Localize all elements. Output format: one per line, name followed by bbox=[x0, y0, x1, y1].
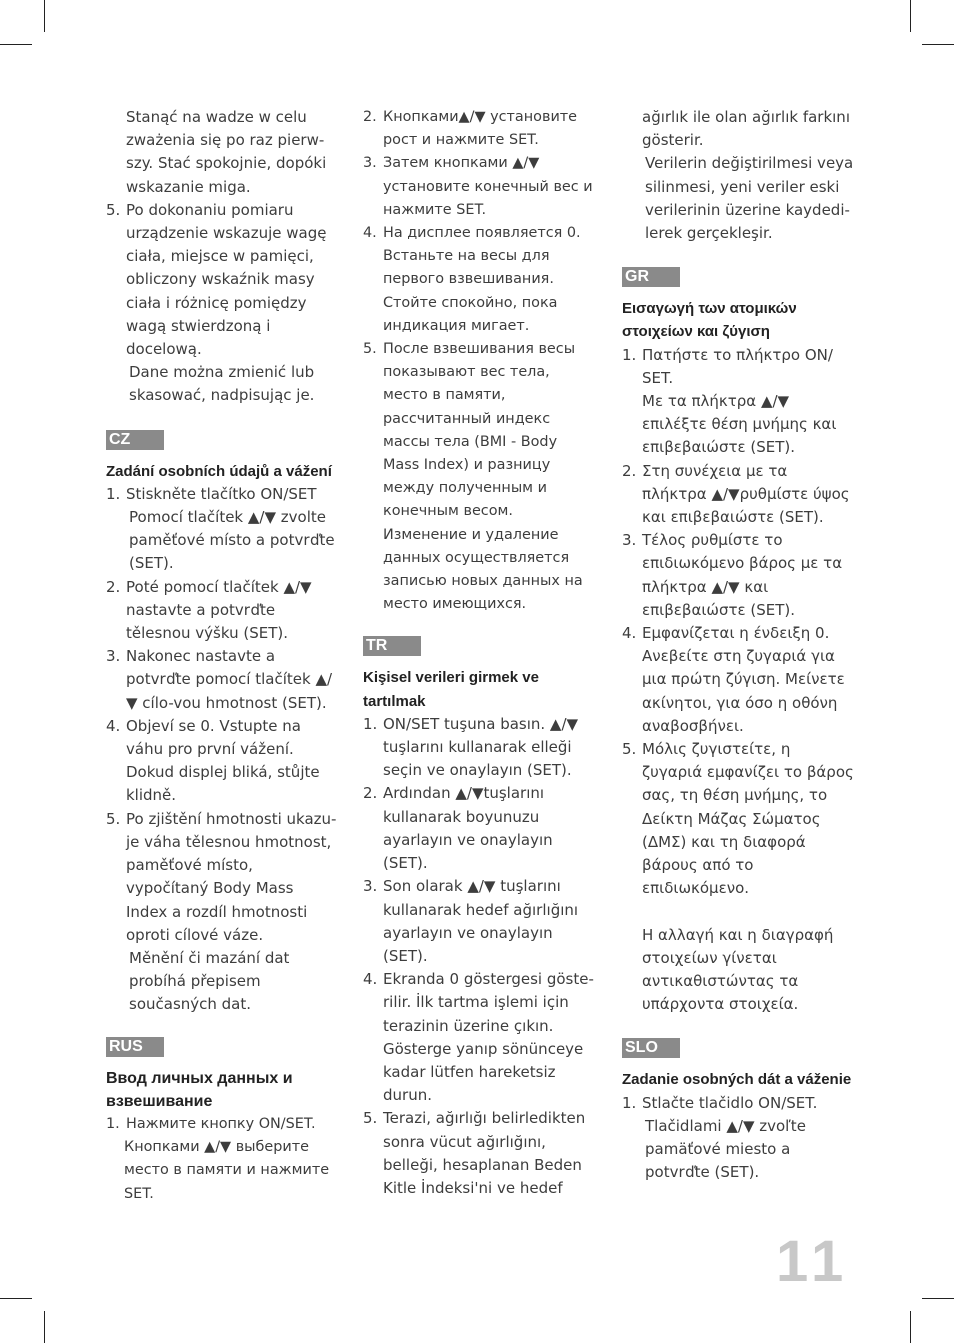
step-number: 4. bbox=[622, 624, 637, 643]
step-number: 5. bbox=[363, 341, 377, 358]
crop-mark bbox=[0, 1298, 32, 1299]
section-title-tr: Kişisel verileri girmek ve tartılmak bbox=[363, 669, 539, 710]
step-text: Objeví se 0. Vstupte na váhu pro první vážení. Dokud displej bliká, stůjte klidně. bbox=[126, 716, 320, 805]
list-item bbox=[622, 460, 854, 530]
step-number: 3. bbox=[622, 531, 637, 550]
section-label-gr: GR bbox=[622, 267, 680, 287]
step-subtext: Με τα πλήκτρα ▲/▼ επιλέξτε θέση μνήμης και επιβεβαιώστε (SET). bbox=[642, 392, 837, 457]
step-subtext: Měnění či mazání dat probíhá přepisem současných dat. bbox=[129, 948, 290, 1014]
step-number: 5. bbox=[106, 200, 121, 219]
list-item bbox=[106, 645, 338, 715]
list-item bbox=[622, 529, 854, 622]
step-number: 5. bbox=[363, 1109, 378, 1128]
step-text: Кнопками▲/▼ установите рост и нажмите SET. bbox=[383, 109, 578, 149]
crop-mark bbox=[910, 1311, 911, 1343]
section-title-gr: Εισαγωγή των ατομικών στοιχείων και ζύγιση bbox=[622, 300, 797, 341]
list-item bbox=[106, 715, 338, 808]
step-number: 1. bbox=[622, 345, 637, 364]
spacer bbox=[622, 901, 854, 924]
list-item bbox=[622, 1092, 854, 1185]
list-item bbox=[363, 968, 595, 1107]
step-text: Po dokonaniu pomiaru urządzenie wskazuje wagę ciała, miejsce w pamięci, obliczony wskaźnik masy ciała i różnicę pomiędzy wagą stwierdzoną i docelową. bbox=[126, 200, 327, 359]
slo-steps bbox=[622, 1092, 854, 1185]
step-number: 1. bbox=[622, 1093, 637, 1112]
list-item bbox=[106, 483, 338, 576]
step-text: Po zjištění hmotnosti ukazu-je váha tělesnou hmotnost, paměťové místo, vypočítaný Body Mass Index a rozdíl hmotnosti oproti cílové váze. bbox=[126, 809, 337, 944]
step-text: Stlačte tlačidlo ON/SET. bbox=[642, 1093, 818, 1112]
step-text: Stiskněte tlačítko ON/SET bbox=[126, 484, 317, 503]
pl-step4-continuation: Stanąć na wadze w celu zważenia się po raz pierw-szy. Stać spokojnie, dopóki wskazanie miga. bbox=[126, 108, 327, 196]
rus-steps-start bbox=[106, 1113, 338, 1206]
step-text: Πατήστε το πλήκτρο ON/ SET. bbox=[642, 345, 833, 387]
list-item bbox=[106, 576, 338, 646]
step-text: Затем кнопками ▲/▼ установите конечный вес и нажмите SET. bbox=[383, 155, 593, 218]
rus-steps bbox=[363, 106, 595, 616]
crop-mark bbox=[44, 1311, 45, 1343]
step-subtext: Tlačidlami ▲/▼ zvoľte pamäťové miesto a potvrďte (SET). bbox=[645, 1116, 806, 1182]
list-item bbox=[622, 738, 854, 900]
step-number: 5. bbox=[106, 809, 121, 828]
step-text: Ardından ▲/▼tuşlarını kullanarak boyunuzu ayarlayın ve onaylayın (SET). bbox=[383, 784, 553, 873]
section-title-cz: Zadání osobních údajů a vážení bbox=[106, 462, 332, 480]
step-number: 2. bbox=[363, 784, 378, 803]
step-number: 2. bbox=[622, 461, 637, 480]
list-item bbox=[363, 222, 595, 338]
crop-mark bbox=[910, 0, 911, 32]
page-number: 11 bbox=[776, 1229, 850, 1294]
list-item bbox=[363, 1107, 595, 1200]
section-label-slo: SLO bbox=[622, 1038, 680, 1058]
step-number: 2. bbox=[363, 109, 377, 125]
section-title-rus: Ввод личных данных и взвешивание bbox=[106, 1069, 293, 1110]
column-3 bbox=[622, 106, 854, 1184]
step-text: Son olarak ▲/▼ tuşlarını kullanarak hedef ağırlığını ayarlayın ve onaylayın (SET). bbox=[383, 877, 579, 965]
step-number: 2. bbox=[106, 577, 121, 596]
list-item bbox=[106, 199, 338, 361]
step-number: 1. bbox=[363, 714, 378, 733]
pl-note: Dane można zmienić lub skasować, nadpisując je. bbox=[129, 363, 315, 405]
section-title-slo: Zadanie osobných dát a váženie bbox=[622, 1071, 852, 1089]
tr-steps bbox=[363, 713, 595, 1200]
step-text: Μόλις ζυγιστείτε, η ζυγαριά εμφανίζει το βάρος σας, τη θέση μνήμης, το Δείκτη Μάζας Σώματος (ΔΜΣ) και τη διαφορά βάρους από το επιδιωκόμενο. bbox=[642, 740, 854, 898]
section-label-cz: CZ bbox=[106, 430, 164, 450]
list-item bbox=[622, 344, 854, 460]
list-item bbox=[363, 713, 595, 783]
section-label-tr: TR bbox=[363, 636, 421, 656]
step-number: 4. bbox=[106, 716, 121, 735]
step-number: 1. bbox=[106, 484, 121, 503]
list-item bbox=[363, 875, 595, 968]
gr-note: Η αλλαγή και η διαγραφή στοιχείων γίνεται αντικαθιστώντας τα υπάρχοντα στοιχεία. bbox=[642, 925, 834, 1014]
step-text: На дисплее появляется 0. Встаньте на весы для первого взвешивания. Стойте спокойно, пока индикация мигает. bbox=[383, 225, 581, 334]
step-text: Στη συνέχεια με τα πλήκτρα ▲/▼ρυθμίστε ύψος και επιβεβαιώστε (SET). bbox=[642, 461, 850, 527]
step-text: Poté pomocí tlačítek ▲/▼ nastavte a potvrďte tělesnou výšku (SET). bbox=[126, 577, 312, 643]
step-number: 5. bbox=[622, 740, 637, 759]
step-number: 4. bbox=[363, 970, 378, 989]
step-text: Terazi, ağırlığı belirledikten sonra vücut ağırlığını, belleği, hesaplanan Beden Kitle İndeksi'ni ve hedef bbox=[383, 1109, 586, 1197]
list-item bbox=[106, 808, 338, 1017]
crop-mark bbox=[922, 1298, 954, 1299]
crop-mark bbox=[44, 0, 45, 32]
step-text: Нажмите кнопку ON/SET. bbox=[126, 1115, 316, 1132]
step-text: После взвешивания весы показывают вес тела, место в памяти, рассчитанный индекс массы тела (BMI - Body Mass Index) и разницу между полученным и конечным весом. bbox=[383, 341, 576, 520]
step-number: 3. bbox=[106, 647, 121, 666]
step-text: Nakonec nastavte a potvrďte pomocí tlačítek ▲/▼ cílo-vou hmotnost (SET). bbox=[126, 647, 333, 712]
step-text: Εμφανίζεται η ένδειξη 0. Ανεβείτε στη ζυγαριά για μια πρώτη ζύγιση. Μείνετε ακίνητοι, για όσο η οθόνη αναβοσβήνει. bbox=[642, 624, 845, 735]
list-item bbox=[363, 782, 595, 875]
crop-mark bbox=[0, 44, 32, 45]
list-item bbox=[622, 622, 854, 738]
list-item bbox=[363, 152, 595, 222]
step-text: Ekranda 0 göstergesi göste-rilir. İlk tartma işlemi için terazinin üzerine çıkın. Gösterge yanıp sönünceye kadar lütfen hareketsiz durun. bbox=[383, 970, 594, 1105]
crop-mark bbox=[922, 44, 954, 45]
list-item bbox=[363, 338, 595, 616]
section-label-rus: RUS bbox=[106, 1037, 164, 1057]
gr-steps bbox=[622, 344, 854, 901]
step-subtext: Кнопками ▲/▼ выберите место в памяти и нажмите SET. bbox=[124, 1139, 330, 1202]
step-number: 3. bbox=[363, 155, 377, 172]
step-number: 1. bbox=[106, 1115, 120, 1132]
column-2 bbox=[363, 106, 595, 1200]
list-item bbox=[363, 106, 595, 152]
step-text: Τέλος ρυθμίστε το επιδιωκόμενο βάρος με τα πλήκτρα ▲/▼ και επιβεβαιώστε (SET). bbox=[642, 531, 843, 619]
step-number: 4. bbox=[363, 225, 377, 242]
pl-steps bbox=[106, 199, 338, 361]
column-1 bbox=[106, 106, 338, 1206]
step-text: ON/SET tuşuna basın. ▲/▼ tuşlarını kullanarak elleği seçin ve onaylayın (SET). bbox=[383, 714, 579, 780]
step-subtext: Изменение и удаление данных осуществляется записью новых данных на место имеющихся. bbox=[383, 526, 583, 613]
step-subtext: Pomocí tlačítek ▲/▼ zvolte paměťové místo a potvrďte (SET). bbox=[129, 508, 335, 573]
list-item bbox=[106, 1113, 338, 1206]
cz-steps bbox=[106, 483, 338, 1017]
tr-step5-continuation: ağırlık ile olan ağırlık farkını gösterir. bbox=[642, 108, 850, 150]
tr-note: Verilerin değiştirilmesi veya silinmesi, yeni veriler eski verilerinin üzerine kaydedi-lerek gerçekleşir. bbox=[645, 154, 854, 243]
step-number: 3. bbox=[363, 877, 378, 896]
